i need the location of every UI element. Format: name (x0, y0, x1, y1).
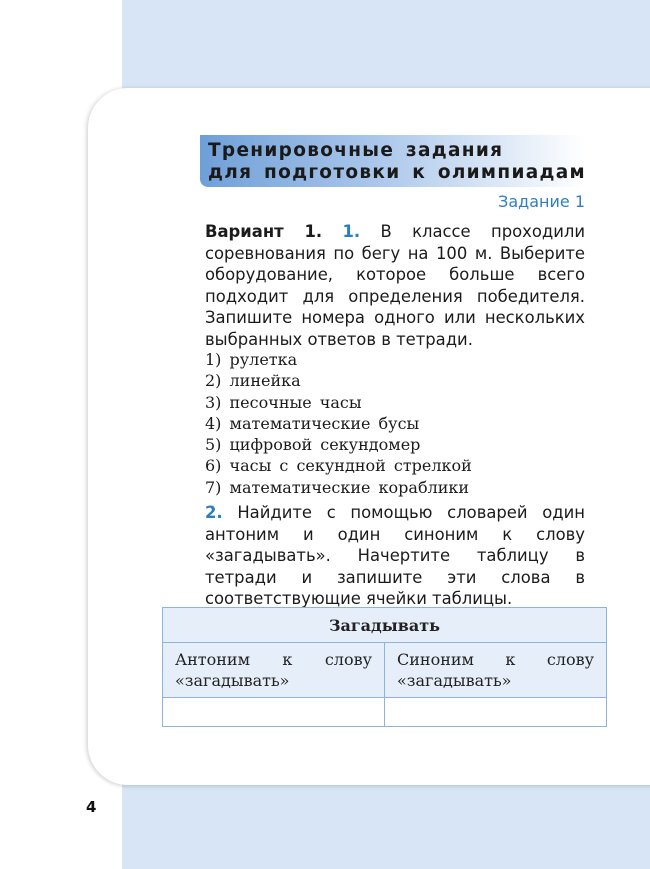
question-1 (205, 221, 585, 350)
table-cell-empty (385, 698, 607, 727)
section-title-line2: для подготовки к олимпиадам (208, 162, 586, 183)
option-item: 1) рулетка (205, 350, 298, 369)
option-item: 3) песочные часы (205, 392, 362, 412)
question-2-number: 2. (205, 503, 223, 522)
option-item: 7) математические кораблики (205, 477, 470, 497)
option-item: 5) цифровой секундомер (205, 435, 421, 455)
question-2 (205, 502, 585, 610)
question-2-text: Найдите с помощью словарей один антоним и один синоним к слову «загадывать». Начертите таблицу в тетради и запишите эти слова в соответствующие ячейки таблицы. (205, 503, 585, 608)
option-item: 2) линейка (205, 371, 301, 391)
table-header: Загадывать (163, 608, 607, 643)
question-1-text: В классе проходили соревнования по бегу на 100 м. Выберите оборудование, которое больше всего подходит для определения победителя. Запишите номера одного или нескольких выбранных ответов в тетради. (205, 222, 585, 349)
variant-label: Вариант 1. (205, 222, 323, 241)
page-number: 4 (86, 798, 97, 816)
answer-table (162, 607, 607, 727)
question-1-number: 1. (342, 222, 361, 241)
section-title-line1: Тренировочные задания (208, 140, 504, 161)
table-cell-empty (163, 698, 385, 727)
options-list (205, 349, 472, 498)
task-label: Задание 1 (498, 192, 585, 211)
option-item: 4) математические бусы (205, 413, 420, 433)
table-col-antonym: Антоним к слову «загадывать» (163, 643, 385, 698)
table-col-synonym: Синоним к слову «загадывать» (385, 643, 607, 698)
option-item: 6) часы с секундной стрелкой (205, 456, 472, 476)
